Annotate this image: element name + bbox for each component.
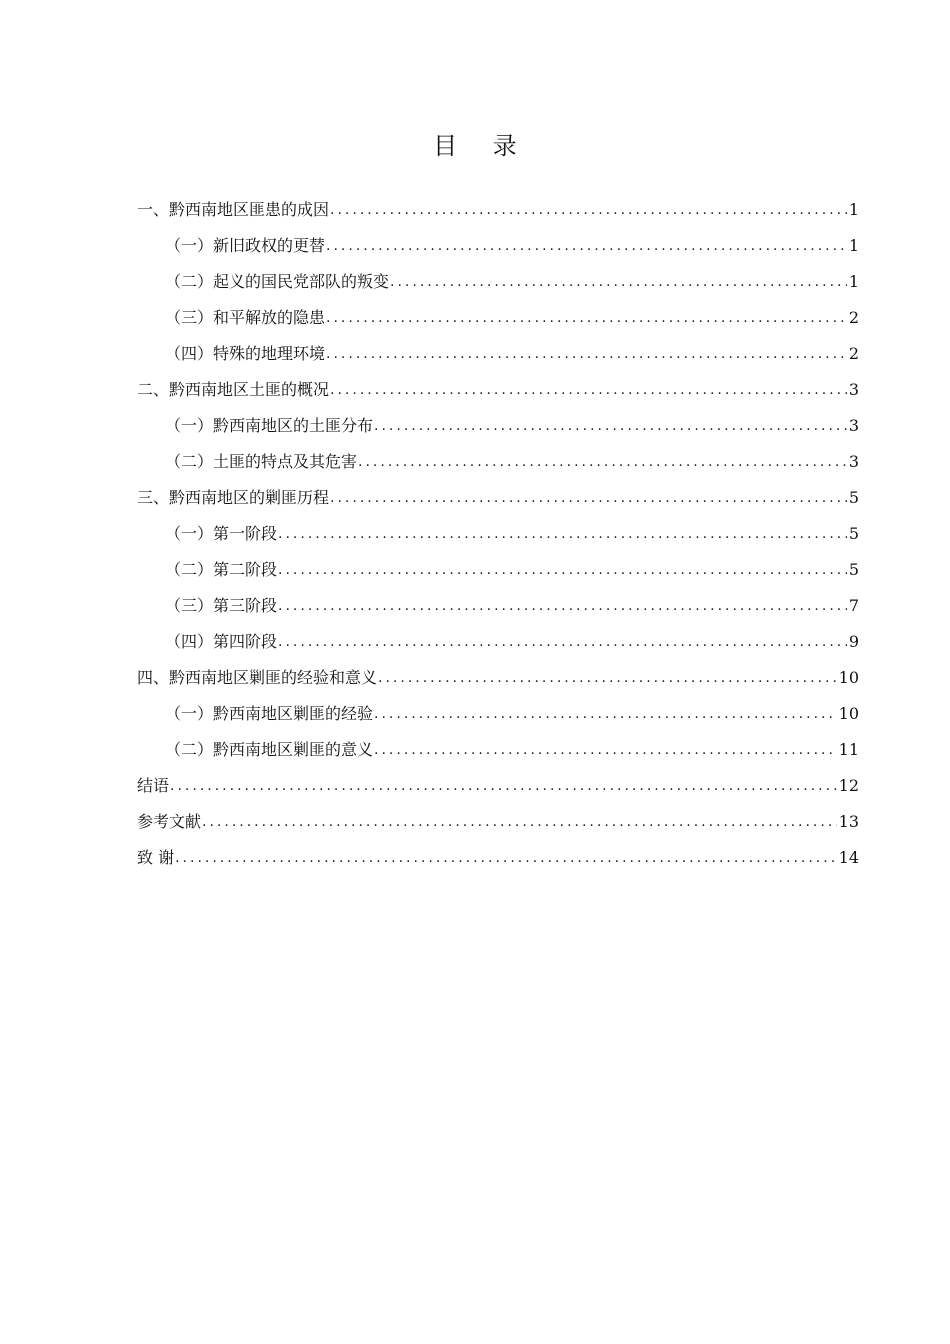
table-of-contents	[137, 192, 859, 876]
toc-entry-label: （四）第四阶段	[165, 632, 278, 651]
toc-page-number: 1	[848, 272, 859, 291]
toc-dot-leader	[330, 480, 847, 516]
toc-dot-leader	[330, 372, 847, 408]
toc-page-number: 3	[848, 380, 859, 399]
toc-entry-label: （一）黔西南地区剿匪的经验	[165, 704, 374, 723]
toc-entry[interactable]	[137, 552, 859, 588]
toc-entry-label: 三、黔西南地区的剿匪历程	[137, 488, 330, 507]
toc-page-number: 1	[848, 200, 859, 219]
toc-dot-leader	[374, 408, 847, 444]
toc-entry[interactable]	[137, 192, 859, 228]
toc-dot-leader	[374, 732, 837, 768]
toc-entry[interactable]	[137, 336, 859, 372]
toc-dot-leader	[278, 588, 847, 624]
toc-dot-leader	[374, 696, 837, 732]
toc-page-number: 3	[848, 416, 859, 435]
toc-entry[interactable]	[137, 372, 859, 408]
toc-entry-label: （四）特殊的地理环境	[165, 344, 326, 363]
toc-entry[interactable]	[137, 516, 859, 552]
toc-page-number: 9	[848, 632, 859, 651]
toc-dot-leader	[358, 444, 847, 480]
toc-dot-leader	[326, 228, 847, 264]
toc-page-number: 7	[848, 596, 859, 615]
toc-entry[interactable]	[137, 444, 859, 480]
toc-entry[interactable]	[137, 588, 859, 624]
toc-page-number: 10	[838, 704, 859, 723]
toc-entry-label: （一）第一阶段	[165, 524, 278, 543]
toc-entry[interactable]	[137, 408, 859, 444]
toc-entry[interactable]	[137, 840, 859, 876]
toc-dot-leader	[278, 516, 847, 552]
toc-dot-leader	[175, 840, 837, 876]
toc-page-number: 5	[848, 560, 859, 579]
toc-dot-leader	[330, 192, 847, 228]
toc-entry-label: 二、黔西南地区土匪的概况	[137, 380, 330, 399]
toc-page-number: 11	[838, 740, 859, 759]
toc-entry[interactable]	[137, 804, 859, 840]
toc-dot-leader	[326, 300, 847, 336]
toc-page-number: 14	[838, 848, 859, 867]
toc-entry-label: 参考文献	[137, 812, 202, 831]
toc-page-number: 3	[848, 452, 859, 471]
toc-entry-label: （二）第二阶段	[165, 560, 278, 579]
toc-entry-label: （三）第三阶段	[165, 596, 278, 615]
toc-page-number: 2	[848, 308, 859, 327]
page-title: 目 录	[433, 132, 531, 160]
toc-dot-leader	[202, 804, 837, 840]
toc-dot-leader	[170, 768, 837, 804]
toc-entry-label: 一、黔西南地区匪患的成因	[137, 200, 330, 219]
toc-entry[interactable]	[137, 300, 859, 336]
toc-page-number: 10	[838, 668, 859, 687]
toc-dot-leader	[378, 660, 837, 696]
toc-entry-label: （三）和平解放的隐患	[165, 308, 326, 327]
toc-entry-label: （二）起义的国民党部队的叛变	[165, 272, 390, 291]
toc-entry[interactable]	[137, 768, 859, 804]
toc-entry-label: 四、黔西南地区剿匪的经验和意义	[137, 668, 378, 687]
toc-entry-label: （二）土匪的特点及其危害	[165, 452, 358, 471]
toc-entry[interactable]	[137, 480, 859, 516]
toc-page-number: 2	[848, 344, 859, 363]
toc-entry-label: 结语	[137, 776, 170, 795]
toc-dot-leader	[326, 336, 847, 372]
toc-entry[interactable]	[137, 264, 859, 300]
toc-page-number: 13	[838, 812, 859, 831]
toc-entry-label: （一）新旧政权的更替	[165, 236, 326, 255]
toc-entry[interactable]	[137, 660, 859, 696]
toc-entry[interactable]	[137, 228, 859, 264]
toc-page-number: 5	[848, 524, 859, 543]
toc-entry[interactable]	[137, 624, 859, 660]
toc-dot-leader	[278, 552, 847, 588]
toc-dot-leader	[390, 264, 847, 300]
toc-entry-label: （二）黔西南地区剿匪的意义	[165, 740, 374, 759]
toc-entry-label: 致 谢	[137, 848, 175, 867]
toc-page-number: 12	[838, 776, 859, 795]
toc-page-number: 5	[848, 488, 859, 507]
toc-page-number: 1	[848, 236, 859, 255]
toc-dot-leader	[278, 624, 847, 660]
toc-entry[interactable]	[137, 732, 859, 768]
toc-entry-label: （一）黔西南地区的土匪分布	[165, 416, 374, 435]
toc-entry[interactable]	[137, 696, 859, 732]
